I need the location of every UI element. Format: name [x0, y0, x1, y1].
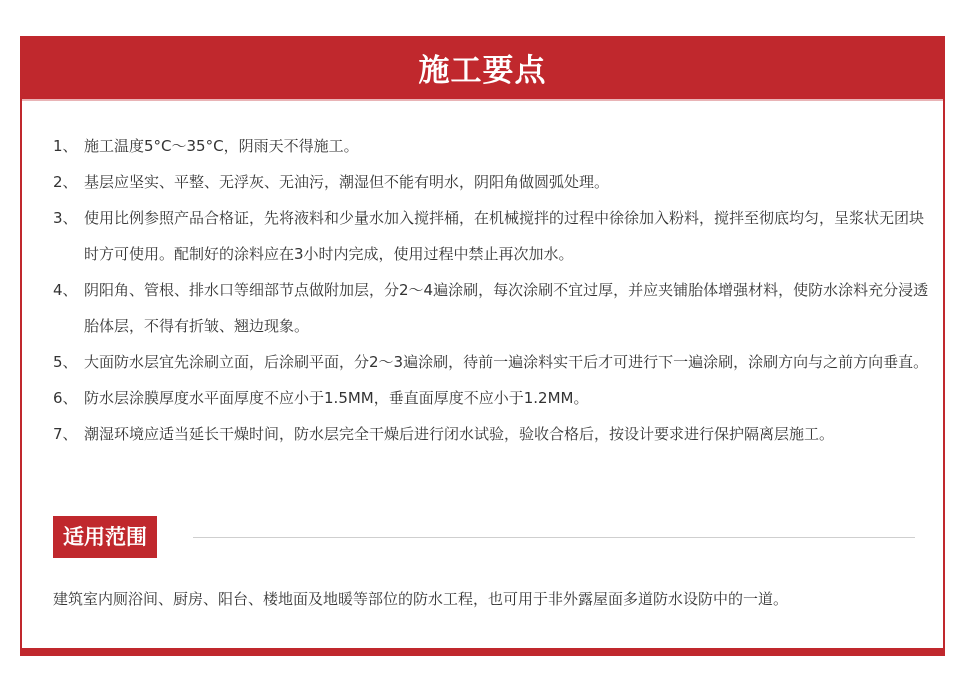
- list-item: [53, 164, 933, 200]
- list-item: [53, 128, 933, 164]
- item-text: 阴阳角、管根、排水口等细部节点做附加层，分2～4遍涂刷，每次涂刷不宜过厚，并应夹铺胎体增强材料，使防水涂料充分浸透胎体层，不得有折皱、翘边现象。: [84, 281, 929, 335]
- item-text: 大面防水层宜先涂刷立面，后涂刷平面，分2～3遍涂刷，待前一遍涂料实干后才可进行下一遍涂刷，涂刷方向与之前方向垂直。: [84, 353, 929, 371]
- list-item: [53, 344, 933, 380]
- item-number: 2、: [53, 173, 78, 191]
- construction-points-list: [53, 128, 933, 452]
- scope-title: 适用范围: [53, 516, 157, 558]
- item-number: 1、: [53, 137, 78, 155]
- footer-bar: [22, 648, 943, 656]
- item-text: 施工温度5°C～35°C，阴雨天不得施工。: [84, 137, 359, 155]
- item-text: 防水层涂膜厚度水平面厚度不应小于1.5MM，垂直面厚度不应小于1.2MM。: [84, 389, 589, 407]
- item-number: 5、: [53, 353, 78, 371]
- item-number: 3、: [53, 209, 78, 227]
- item-text: 基层应坚实、平整、无浮灰、无油污，潮湿但不能有明水，阴阳角做圆弧处理。: [84, 173, 610, 191]
- scope-text: 建筑室内厕浴间、厨房、阳台、楼地面及地暖等部位的防水工程，也可用于非外露屋面多道防水设防中的一道。: [53, 590, 789, 608]
- item-number: 6、: [53, 389, 78, 407]
- list-item: [53, 200, 933, 272]
- list-item: [53, 380, 933, 416]
- section-header: [22, 36, 943, 99]
- section-divider: [193, 537, 915, 538]
- header-divider: [22, 99, 943, 101]
- item-text: 使用比例参照产品合格证，先将液料和少量水加入搅拌桶，在机械搅拌的过程中徐徐加入粉料，搅拌至彻底均匀，呈浆状无团块时方可使用。配制好的涂料应在3小时内完成，使用过程中禁止再次加水。: [84, 209, 925, 263]
- content-frame: [20, 36, 945, 656]
- list-item: [53, 272, 933, 344]
- item-text: 潮湿环境应适当延长干燥时间，防水层完全干燥后进行闭水试验，验收合格后，按设计要求进行保护隔离层施工。: [84, 425, 835, 443]
- item-number: 7、: [53, 425, 78, 443]
- list-item: [53, 416, 933, 452]
- page-title: 施工要点: [418, 53, 547, 89]
- item-number: 4、: [53, 281, 78, 299]
- scope-section-heading: [53, 516, 915, 558]
